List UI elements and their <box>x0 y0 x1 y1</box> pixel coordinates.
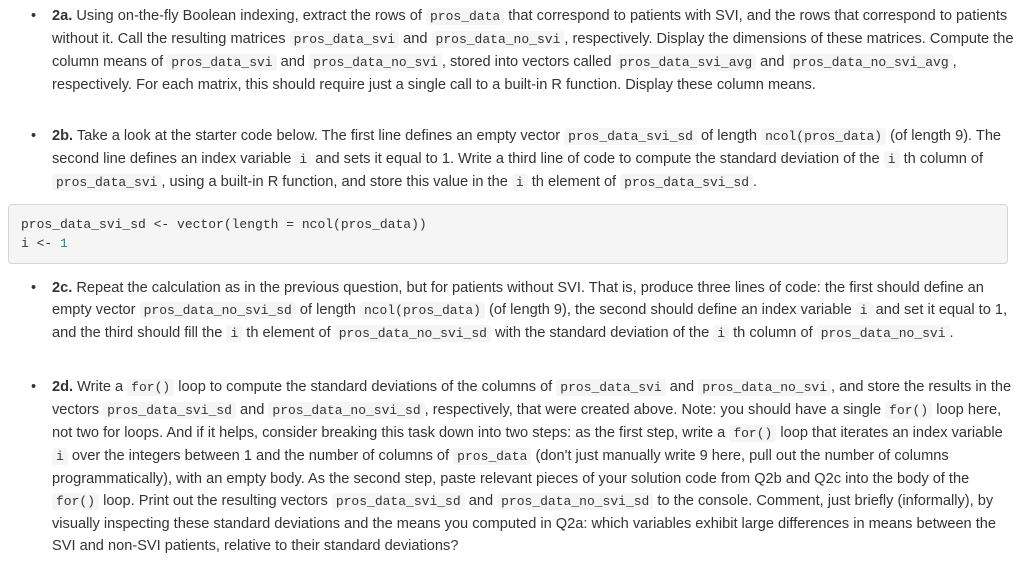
inline-code: i <box>884 151 900 168</box>
inline-code: ncol(pros_data) <box>761 128 886 145</box>
inline-code: pros_data_no_svi_avg <box>789 54 953 71</box>
inline-code: i <box>295 151 311 168</box>
inline-code: i <box>713 325 729 342</box>
inline-code: pros_data_no_svi <box>698 379 831 396</box>
inline-code: for() <box>885 402 932 419</box>
inline-code: i <box>512 174 528 191</box>
question-label: 2b. <box>52 128 74 144</box>
inline-code: for() <box>127 379 174 396</box>
code-line-1: pros_data_svi_sd <- vector(length = ncol(pros_data)) <box>21 217 427 232</box>
question-list <box>0 125 1024 194</box>
inline-code: for() <box>52 493 99 510</box>
code-number: 1 <box>60 236 68 251</box>
inline-code: pros_data_no_svi <box>309 54 442 71</box>
inline-code: pros_data_svi_avg <box>616 54 757 71</box>
inline-code: pros_data_svi_sd <box>332 493 465 510</box>
inline-code: pros_data_svi <box>52 174 161 191</box>
question-2c: • 2c. Repeat the calculation as in the previous question, but for patients without SVI. That is, produce three lines of code: the first should define an empty vector pros_data_no_svi_sd of length ncol(pros_data) (of length 9), the second should define an index variable i and set it equal to 1, and the third should fill the i th element of pros_data_no_svi_sd with the standard deviation of the i th column of pros_data_no_svi . <box>0 277 1024 345</box>
question-2b: • 2b. Take a look at the starter code below. The first line defines an empty vector pros_data_svi_sd of length ncol(pros_data) (of length 9). The second line defines an index variable i and sets it equal to 1. Write a third line of code to compute the standard deviation of the i th column of pros_data_svi , using a built-in R function, and store this value in the i th element of pros_data_svi_sd . <box>0 125 1024 194</box>
inline-code: pros_data_svi <box>556 379 665 396</box>
inline-code: pros_data_no_svi <box>432 31 565 48</box>
inline-code: pros_data_no_svi_sd <box>140 302 296 319</box>
starter-code-block[interactable] <box>8 204 1008 264</box>
inline-code: pros_data_svi_sd <box>103 402 236 419</box>
question-2a: • 2a. Using on-the-fly Boolean indexing, extract the rows of pros_data that correspond to patients with SVI, and the rows that correspond to patients without it. Call the resulting matrices pros_data_svi and pros_data_no_svi , respectively. Display the dimensions of these matrices. Compute the column means of pros_data_svi and pros_data_no_svi , stored into vectors called pros_data_svi_avg and pros_data_no_svi_avg , respectively. For each matrix, this should require just a single call to a built-in R function. Display these column means. <box>0 5 1024 96</box>
question-label: 2c. <box>52 280 73 296</box>
inline-code: pros_data_no_svi_sd <box>268 402 424 419</box>
inline-code: pros_data_svi <box>290 31 399 48</box>
inline-code: pros_data <box>453 448 531 465</box>
inline-code: pros_data_no_svi <box>817 325 950 342</box>
inline-code: pros_data_no_svi_sd <box>497 493 653 510</box>
inline-code: pros_data_svi_sd <box>620 174 753 191</box>
question-list <box>0 376 1024 557</box>
inline-code: for() <box>729 425 776 442</box>
question-list <box>0 277 1024 345</box>
inline-code: ncol(pros_data) <box>360 302 485 319</box>
question-list <box>0 5 1024 96</box>
code-line-2: i <- 1 <box>21 236 68 251</box>
inline-code: i <box>52 448 68 465</box>
inline-code: i <box>226 325 242 342</box>
inline-code: i <box>856 302 872 319</box>
inline-code: pros_data_svi_sd <box>564 128 697 145</box>
inline-code: pros_data_svi <box>167 54 276 71</box>
question-label: 2a. <box>52 8 73 24</box>
question-2d: • 2d. Write a for() loop to compute the standard deviations of the columns of pros_data_svi and pros_data_no_svi , and store the results in the vectors pros_data_svi_sd and pros_data_no_svi_sd , respectively, that were created above. Note: you should have a single for() loop here, not two for loops. And if it helps, consider breaking this task down into two steps: as the first step, write a for() loop that iterates an index variable i over the integers between 1 and the number of columns of pros_data (don't just manually write 9 here, pull out the number of columns programmatically), with an empty body. As the second step, paste relevant pieces of your solution code from Q2b and Q2c into the body of the for() loop. Print out the resulting vectors pros_data_svi_sd and pros_data_no_svi_sd to the console. Comment, just briefly (informally), by visually inspecting these standard deviations and the means you computed in Q2a: which variables exhibit large differences in means between the SVI and non-SVI patients, relative to their standard deviations? <box>0 376 1024 557</box>
inline-code: pros_data <box>426 8 504 25</box>
inline-code: pros_data_no_svi_sd <box>335 325 491 342</box>
question-label: 2d. <box>52 379 74 395</box>
